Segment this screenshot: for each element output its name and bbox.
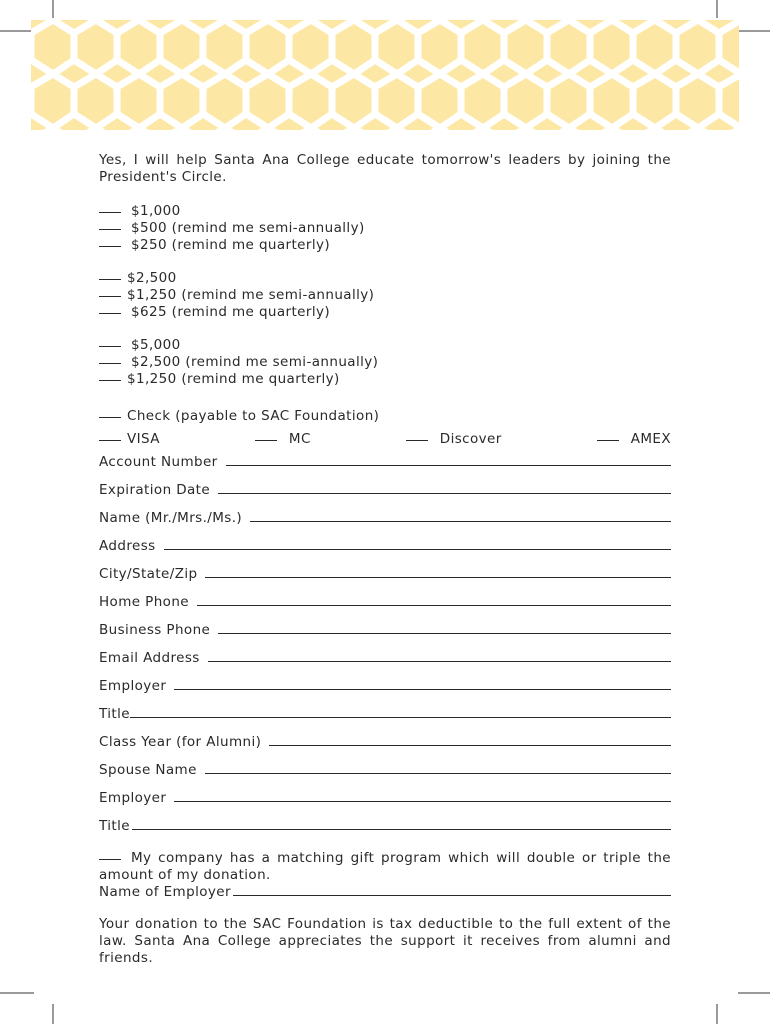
card-blank[interactable] bbox=[406, 440, 428, 441]
field-email-address[interactable] bbox=[99, 650, 671, 666]
payment-check[interactable] bbox=[99, 408, 379, 424]
field-spouse-title[interactable] bbox=[99, 818, 671, 834]
option-2500-semi[interactable] bbox=[99, 354, 378, 370]
field-label: Home Phone bbox=[99, 594, 189, 610]
crop-mark bbox=[0, 992, 34, 994]
field-matching-employer[interactable] bbox=[99, 884, 671, 900]
card-blank[interactable] bbox=[99, 440, 121, 441]
field-city-state-zip[interactable] bbox=[99, 566, 671, 582]
option-label: $500 (remind me semi-annually) bbox=[131, 220, 365, 236]
field-label: Name of Employer bbox=[99, 884, 231, 900]
option-blank[interactable] bbox=[99, 313, 121, 314]
option-label: $5,000 bbox=[131, 337, 181, 353]
field-line[interactable] bbox=[130, 717, 671, 718]
field-home-phone[interactable] bbox=[99, 594, 671, 610]
option-blank[interactable] bbox=[99, 363, 121, 364]
field-label: Address bbox=[99, 538, 156, 554]
card-visa[interactable] bbox=[99, 431, 160, 447]
intro-text: Yes, I will help Santa Ana College educate tomorrow's leaders by joining the President's Circle. bbox=[99, 152, 671, 185]
option-blank[interactable] bbox=[99, 229, 121, 230]
crop-mark bbox=[716, 0, 718, 18]
field-label: Spouse Name bbox=[99, 762, 197, 778]
tax-note: Your donation to the SAC Foundation is tax deductible to the full extent of the law. Santa Ana College appreciates the support it receives from alumni and friends. bbox=[99, 916, 671, 966]
check-blank[interactable] bbox=[99, 417, 121, 418]
card-blank[interactable] bbox=[597, 440, 619, 441]
matching-text: My company has a matching gift program which will double or triple the amount of my donation. bbox=[99, 850, 671, 883]
option-blank[interactable] bbox=[99, 296, 121, 297]
option-1000[interactable] bbox=[99, 203, 181, 219]
crop-mark bbox=[52, 1004, 54, 1024]
crop-mark bbox=[716, 1004, 718, 1024]
card-mc[interactable] bbox=[255, 431, 311, 447]
pattern-graphic bbox=[31, 20, 739, 130]
crop-mark bbox=[738, 30, 770, 32]
crop-mark bbox=[738, 992, 770, 994]
field-label: Email Address bbox=[99, 650, 200, 666]
card-label: MC bbox=[288, 431, 311, 447]
option-blank[interactable] bbox=[99, 212, 121, 213]
field-line[interactable] bbox=[233, 895, 671, 896]
field-line[interactable] bbox=[132, 829, 671, 830]
option-blank[interactable] bbox=[99, 380, 121, 381]
field-line[interactable] bbox=[197, 605, 671, 606]
field-spouse-employer[interactable] bbox=[99, 790, 671, 806]
field-label: City/State/Zip bbox=[99, 566, 198, 582]
card-options bbox=[99, 431, 671, 447]
field-label: Employer bbox=[99, 790, 167, 806]
field-address[interactable] bbox=[99, 538, 671, 554]
field-line[interactable] bbox=[218, 633, 671, 634]
card-label: VISA bbox=[127, 431, 160, 447]
card-label: Discover bbox=[439, 431, 502, 447]
pattern-banner bbox=[31, 20, 739, 130]
field-class-year[interactable] bbox=[99, 734, 671, 750]
option-blank[interactable] bbox=[99, 279, 121, 280]
field-line[interactable] bbox=[250, 521, 671, 522]
field-line[interactable] bbox=[208, 661, 671, 662]
field-name[interactable] bbox=[99, 510, 671, 526]
field-label: Title bbox=[99, 706, 130, 722]
option-500[interactable] bbox=[99, 220, 365, 236]
card-label: AMEX bbox=[630, 431, 671, 447]
field-label: Title bbox=[99, 818, 130, 834]
field-label: Employer bbox=[99, 678, 167, 694]
field-label: Account Number bbox=[99, 454, 218, 470]
field-line[interactable] bbox=[205, 773, 671, 774]
card-amex[interactable] bbox=[597, 431, 671, 447]
field-line[interactable] bbox=[164, 549, 671, 550]
field-line[interactable] bbox=[226, 465, 671, 466]
option-label: $625 (remind me quarterly) bbox=[131, 304, 331, 320]
option-label: $2,500 (remind me semi-annually) bbox=[131, 354, 379, 370]
matching-gift[interactable] bbox=[99, 850, 671, 884]
card-blank[interactable] bbox=[255, 440, 277, 441]
option-label: $250 (remind me quarterly) bbox=[131, 237, 331, 253]
option-label: $1,250 (remind me quarterly) bbox=[127, 371, 340, 387]
card-discover[interactable] bbox=[406, 431, 502, 447]
option-1250[interactable] bbox=[99, 287, 374, 303]
option-2500[interactable] bbox=[99, 270, 177, 286]
option-blank[interactable] bbox=[99, 346, 121, 347]
field-label: Name (Mr./Mrs./Ms.) bbox=[99, 510, 243, 526]
option-5000[interactable] bbox=[99, 337, 181, 353]
field-business-phone[interactable] bbox=[99, 622, 671, 638]
field-spouse-name[interactable] bbox=[99, 762, 671, 778]
field-expiration-date[interactable] bbox=[99, 482, 671, 498]
field-label: Expiration Date bbox=[99, 482, 211, 498]
option-label: $2,500 bbox=[127, 270, 177, 286]
matching-blank[interactable] bbox=[99, 859, 121, 860]
option-label: $1,000 bbox=[131, 203, 181, 219]
field-line[interactable] bbox=[269, 745, 671, 746]
option-label: $1,250 (remind me semi-annually) bbox=[127, 287, 375, 303]
field-line[interactable] bbox=[218, 493, 671, 494]
field-label: Class Year (for Alumni) bbox=[99, 734, 262, 750]
field-account-number[interactable] bbox=[99, 454, 671, 470]
check-label: Check (payable to SAC Foundation) bbox=[127, 408, 380, 424]
option-250[interactable] bbox=[99, 237, 330, 253]
option-blank[interactable] bbox=[99, 246, 121, 247]
field-line[interactable] bbox=[174, 801, 671, 802]
field-line[interactable] bbox=[174, 689, 671, 690]
crop-mark bbox=[0, 30, 34, 32]
field-title[interactable] bbox=[99, 706, 671, 722]
option-1250-quarterly[interactable] bbox=[99, 371, 340, 387]
field-line[interactable] bbox=[205, 577, 671, 578]
field-label: Business Phone bbox=[99, 622, 211, 638]
field-employer[interactable] bbox=[99, 678, 671, 694]
crop-mark bbox=[52, 0, 54, 18]
option-625[interactable] bbox=[99, 304, 330, 320]
